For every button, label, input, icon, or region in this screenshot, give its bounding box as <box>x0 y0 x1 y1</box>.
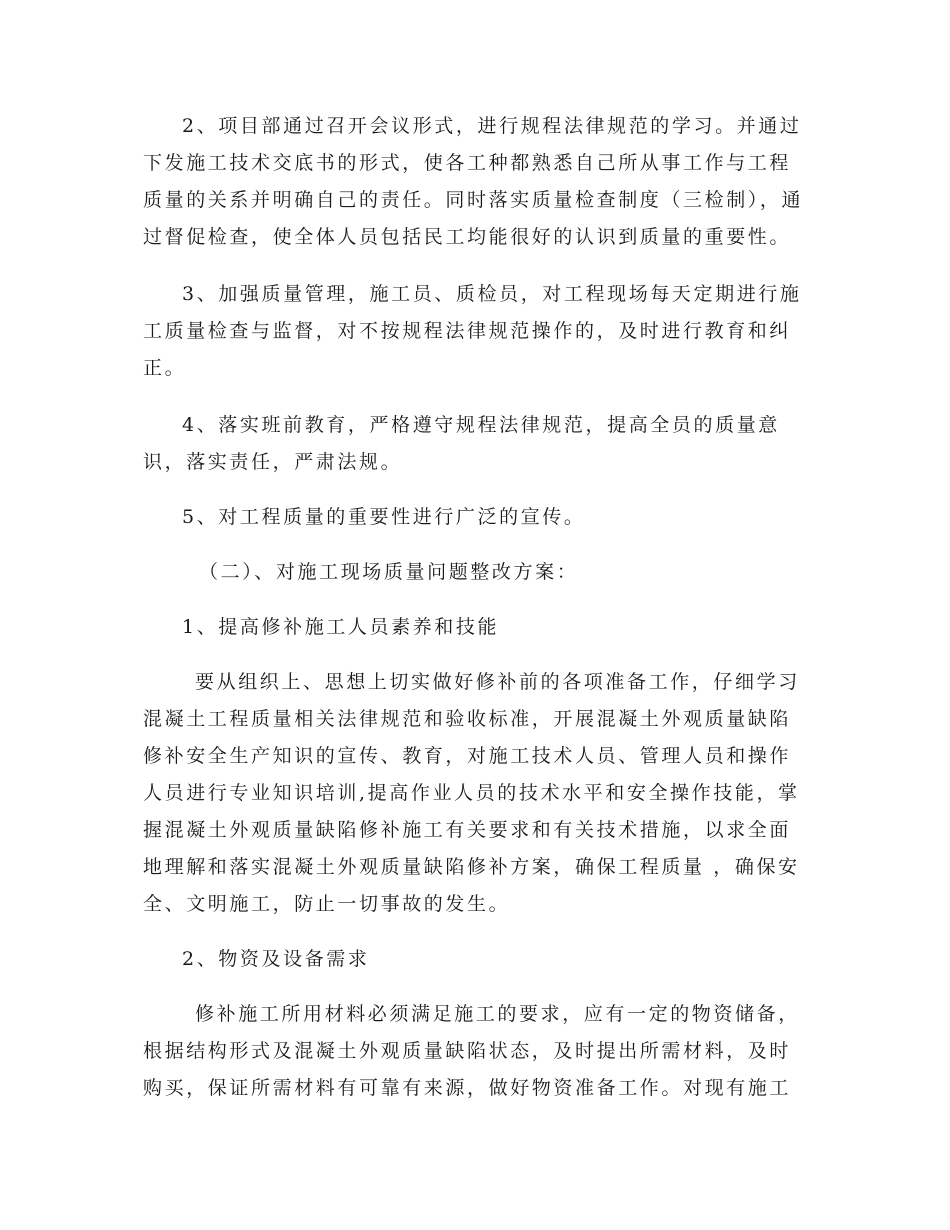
paragraph-item-2: 2、项目部通过召开会议形式，进行规程法律规范的学习。并通过下发施工技术交底书的形式，使各工种都熟悉自己所从事工作与工程质量的关系并明确自己的责任。同时落实质量检查制度（三检制），通过督促检查，使全体人员包括民工均能很好的认识到质量的重要性。 <box>143 115 804 248</box>
paragraph-item-4: 4、落实班前教育，严格遵守规程法律规范，提高全员的质量意识，落实责任，严肃法规。 <box>143 414 780 473</box>
section-heading: （二）、对施工现场质量问题整改方案： <box>199 561 579 583</box>
paragraph-materials: 修补施工所用材料必须满足施工的要求，应有一定的物资储备，根据结构形式及混凝土外观质量缺陷状态，及时提出所需材料，及时购买，保证所需材料有可靠有来源，做好物资准备工作。对现有施工 <box>143 1003 800 1099</box>
subheading-training: 1、提高修补施工人员素养和技能 <box>182 616 500 638</box>
subheading-materials: 2、物资及设备需求 <box>182 948 370 970</box>
paragraph-training: 要从组织上、思想上切实做好修补前的各项准备工作，仔细学习混凝土工程质量相关法律规范和验收标准，开展混凝土外观质量缺陷修补安全生产知识的宣传、教育，对施工技术人员、管理人员和操作人员进行专业知识培训,提高作业人员的技术水平和安全操作技能，掌握混凝土外观质量缺陷修补施工有关要求和有关技术措施，以求全面地理解和落实混凝土外观质量缺陷修补方案，确保工程质量 ，确保安全、文明施工，防止一切事故的发生。 <box>143 671 800 915</box>
paragraph-item-5: 5、对工程质量的重要性进行广泛的宣传。 <box>182 506 586 528</box>
document-body <box>143 108 809 1107</box>
paragraph-item-3: 3、加强质量管理，施工员、质检员，对工程现场每天定期进行施工质量检查与监督，对不按规程法律规范操作的，及时进行教育和纠正。 <box>143 283 802 379</box>
